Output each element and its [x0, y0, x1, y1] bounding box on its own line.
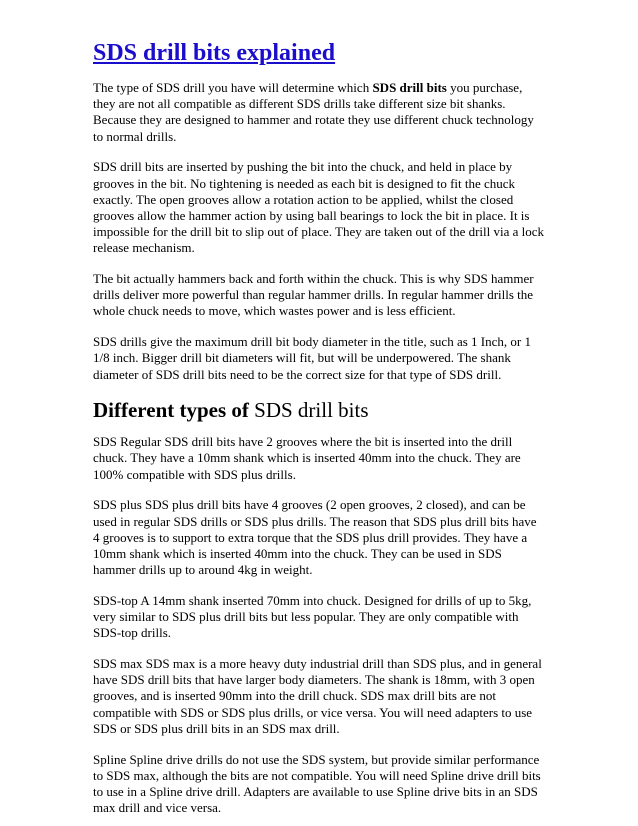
intro-text-start: The type of SDS drill you have will determine which [93, 80, 373, 95]
page-title [93, 38, 546, 68]
paragraph-chuck-mechanism: SDS drill bits are inserted by pushing the bit into the chuck, and held in place by grooves in the bit. No tightening is needed as each bit is designed to fit the chuck exactly. The open grooves allow a rotation action to be applied, whilst the closed grooves allow the hammer action by using ball bearings to lock the bit in place. It is impossible for the drill bit to slip out of place. They are taken out of the drill via a lock release mechanism. [93, 159, 545, 256]
section-heading-normal: SDS drill bits [248, 398, 369, 423]
type-sds-plus: SDS plus SDS plus drill bits have 4 grooves (2 open grooves, 2 closed), and can be used in regular SDS drills or SDS plus drills. The reason that SDS plus drill bits have 4 grooves is to support to extra torque that the SDS plus drill provides. They have a 10mm shank which is inserted 40mm into the chuck. They can be used in SDS hammer drills up to around 4kg in weight. [93, 497, 537, 578]
intro-text-end: you purchase, they are not all compatible as different SDS drills take different size bit shanks. Because they are designed to hammer and rotate they use different chuck technology to normal drills. [93, 80, 534, 144]
type-sds-regular: SDS Regular SDS drill bits have 2 grooves where the bit is inserted into the drill chuck. They have a 10mm shank which is inserted 40mm into the chuck. They are 100% compatible with SDS plus drills. [93, 434, 521, 482]
paragraph-diameter: SDS drills give the maximum drill bit body diameter in the title, such as 1 Inch, or 1 1/8 inch. Bigger drill bit diameters will fit, but will be underpowered. The shank diameter of SDS drill bits need to be the correct size for that type of SDS drill. [93, 334, 531, 382]
type-spline: Spline Spline drive drills do not use the SDS system, but provide similar performance to SDS max, although the bits are not compatible. You will need Spline drive drill bits to use in a Spline drive drill. Adapters are available to use Spline drive bits in an SDS max drill and vice versa. [93, 751, 541, 816]
section-heading-bold: Different types of [93, 398, 249, 423]
title-link[interactable]: SDS drill bits explained [93, 40, 336, 66]
section-heading [93, 397, 546, 423]
intro-bold-keyword: SDS drill bits [372, 80, 447, 95]
paragraph-hammer-action: The bit actually hammers back and forth within the chuck. This is why SDS hammer drills deliver more powerful than regular hammer drills. In regular hammer drills the whole chuck needs to move, which wastes power and is less efficient. [93, 271, 534, 319]
intro-paragraph [93, 80, 546, 145]
type-sds-max: SDS max SDS max is a more heavy duty industrial drill than SDS plus, and in general have SDS drill bits that have larger body diameters. The shank is 18mm, with 3 open grooves, and is inserted 90mm into the drill chuck. SDS max drill bits are not compatible with SDS or SDS plus drills, or vice versa. You will need adapters to use SDS or SDS plus drill bits in an SDS max drill. [93, 655, 542, 736]
type-sds-top: SDS-top A 14mm shank inserted 70mm into chuck. Designed for drills of up to 5kg, very similar to SDS plus drill bits but less popular. They are only compatible with SDS-top drills. [93, 592, 532, 641]
